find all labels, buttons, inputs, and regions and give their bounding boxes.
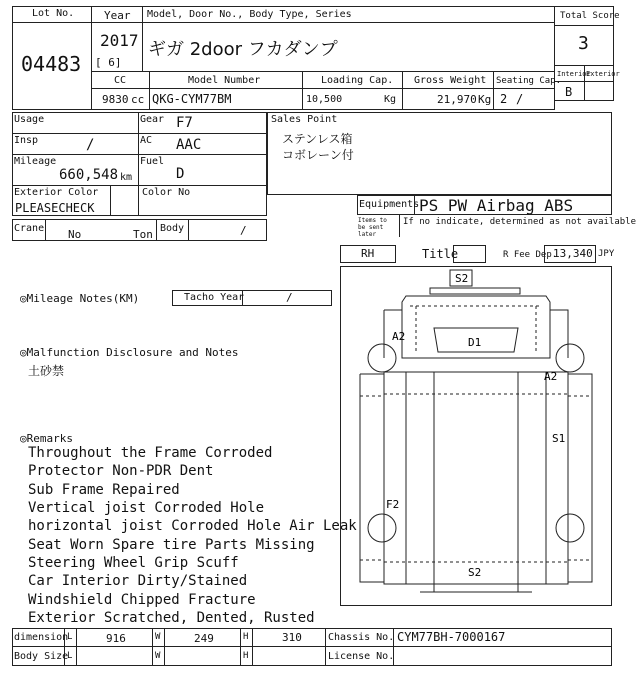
mileage-value: 660,548 — [59, 167, 119, 183]
truck-damage-diagram — [340, 266, 612, 606]
loading-cap-label: Loading Cap. — [321, 75, 394, 86]
model-number-label: Model Number — [188, 75, 261, 86]
dim-l-value: 916 — [106, 632, 126, 645]
lot-no: 04483 — [21, 52, 82, 76]
interior-score: B — [565, 85, 573, 99]
rfee-unit: JPY — [598, 249, 615, 259]
fuel-value: D — [176, 166, 185, 182]
license-label: License No. — [328, 651, 395, 662]
body-size-label: Body Size — [14, 651, 69, 662]
usage-label: Usage — [14, 114, 45, 125]
dim-w-label: W — [155, 632, 161, 642]
ac-label: AC — [140, 135, 153, 146]
mileage-unit: km — [120, 172, 133, 183]
crane-label: Crane — [14, 223, 45, 234]
dimension-label: dimension — [14, 632, 69, 643]
sales-point-line: コボレーン付 — [282, 148, 354, 162]
chassis-no: CYM77BH-7000167 — [397, 630, 506, 644]
lot-no-label: Lot No. — [32, 8, 75, 19]
ac-value: AAC — [176, 137, 202, 153]
rh-label: RH — [361, 247, 375, 260]
body-label: Body — [160, 223, 185, 234]
total-score: 3 — [578, 33, 589, 54]
equipments-label: Equipments — [359, 199, 420, 210]
chassis-label: Chassis No. — [328, 632, 395, 643]
tacho-label: Tacho Year — [184, 292, 245, 303]
mark-a2-right: A2 — [544, 370, 558, 383]
sales-point-label: Sales Point — [271, 114, 338, 125]
seating-cap-label: Seating Cap. — [496, 76, 562, 86]
loading-unit: Kg — [384, 94, 397, 105]
remark-line: horizontal joist Corroded Hole Air Leak — [28, 518, 357, 534]
dim-w-value: 249 — [194, 632, 214, 645]
cc-unit: cc — [131, 93, 145, 106]
size-h-label: H — [243, 651, 249, 661]
remark-line: Protector Non-PDR Dent — [28, 463, 214, 479]
sales-point-line: ステンレス箱 — [282, 132, 353, 146]
insp-value: / — [86, 137, 95, 153]
mark-d1: D1 — [468, 336, 482, 349]
gross-weight-label: Gross Weight — [414, 75, 487, 86]
mark-s2-top: S2 — [455, 272, 469, 285]
loading-cap: 10,500 — [306, 94, 343, 105]
equipments-note-label: Items to be sent later — [358, 217, 387, 238]
remark-line: Sub Frame Repaired — [28, 482, 180, 498]
dim-h-label: H — [243, 632, 249, 642]
remark-line: Exterior Scratched, Dented, Rusted — [28, 610, 315, 626]
body-value: / — [240, 224, 247, 237]
malfunction-label: ◎Malfunction Disclosure and Notes — [20, 346, 239, 359]
seating-cap: 2 — [500, 92, 508, 106]
remark-line: Car Interior Dirty/Stained — [28, 573, 248, 589]
model-number: QKG-CYM77BM — [152, 92, 232, 106]
insp-label: Insp — [14, 135, 39, 146]
remark-line: Steering Wheel Grip Scuff — [28, 555, 239, 571]
mark-a2-left: A2 — [392, 330, 406, 343]
mark-s1: S1 — [552, 432, 566, 445]
dim-l-label: L — [67, 632, 73, 642]
equipments-value: PS PW Airbag ABS — [419, 196, 574, 215]
model-label: Model, Door No., Body Type, Series — [147, 9, 352, 20]
remark-line: Vertical joist Corroded Hole — [28, 500, 265, 516]
model-name: ギガ 2door フカダンプ — [148, 39, 338, 60]
color-no-label: Color No — [142, 187, 191, 198]
year-sub: [ 6] — [95, 56, 122, 69]
remarks-label: ◎Remarks — [20, 432, 73, 445]
rfee-label: R Fee Dep. — [503, 250, 558, 260]
mileage-label: Mileage — [14, 156, 57, 167]
gear-value: F7 — [176, 115, 193, 131]
interior-label: Interior — [557, 70, 591, 78]
cc-value: 9830 — [102, 93, 129, 106]
fuel-label: Fuel — [140, 156, 165, 167]
gross-weight: 21,970 — [437, 93, 477, 106]
malfunction-value: 土砂禁 — [28, 364, 65, 378]
seating-sep: / — [516, 92, 524, 106]
remark-line: Throughout the Frame Corroded — [28, 445, 273, 461]
year-label: Year — [104, 9, 131, 22]
crane-value: No — [68, 228, 82, 241]
year-value: 2017 — [100, 31, 139, 50]
gross-unit: Kg — [478, 93, 492, 106]
footer-box — [12, 628, 612, 666]
size-w-label: W — [155, 651, 161, 661]
crane-unit: Ton — [133, 228, 153, 241]
remark-line: Seat Worn Spare tire Parts Missing — [28, 537, 315, 553]
gear-label: Gear — [140, 114, 165, 125]
mileage-notes-label: ◎Mileage Notes(KM) — [20, 292, 140, 305]
rfee-value: 13,340 — [553, 247, 593, 260]
title-label: Title — [422, 247, 459, 261]
cc-label: CC — [114, 75, 127, 86]
equipments-note: If no indicate, determined as not available — [403, 217, 636, 227]
dim-h-value: 310 — [282, 631, 302, 644]
remark-line: Windshield Chipped Fracture — [28, 592, 256, 608]
exterior-color-value: PLEASECHECK — [15, 201, 95, 215]
title-value-box — [453, 245, 486, 263]
mark-s2-bottom: S2 — [468, 566, 482, 579]
mark-f2: F2 — [386, 498, 400, 511]
tacho-value: / — [286, 291, 293, 304]
exterior-label: Exterior — [586, 70, 620, 78]
exterior-color-label: Exterior Color — [14, 187, 99, 198]
size-l-label: L — [67, 651, 73, 661]
total-score-label: Total Score — [560, 11, 620, 21]
